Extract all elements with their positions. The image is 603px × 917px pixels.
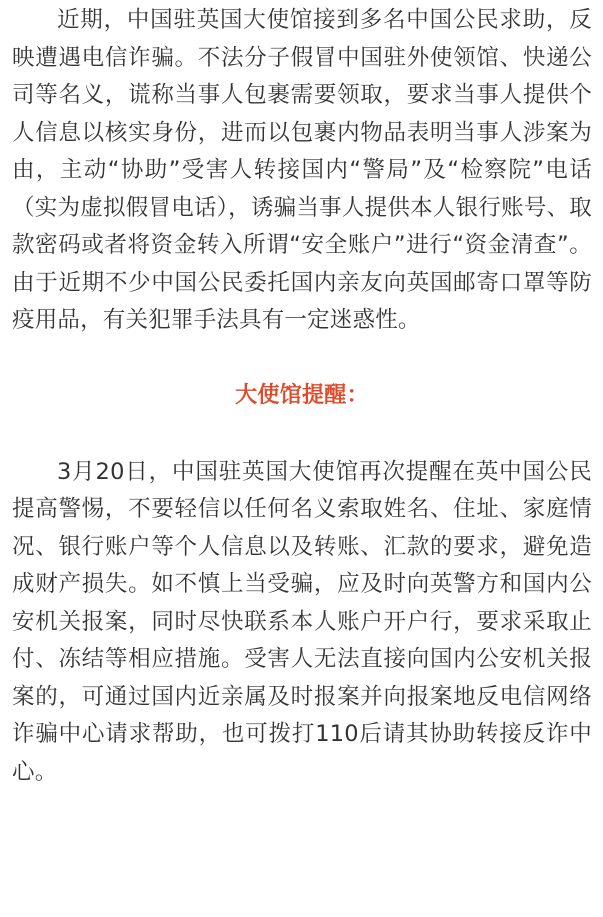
reminder-heading: 大使馆提醒： <box>235 382 369 408</box>
reminder-paragraph: 3月20日，中国驻英国大使馆再次提醒在英中国公民提高警惕，不要轻信以任何名义索取姓名、住址、家庭情况、银行账户等个人信息以及转账、汇款的要求，避免造成财产损失。如不慎上当受骗，应及时向英警方和国内公安机关报案，同时尽快联系本人账户开户行，要求采取止付、冻结等相应措施。受害人无法直接向国内公安机关报案的，可通过国内近亲属及时报案并向报案地反电信网络诈骗中心请求帮助，也可拨打110后请其协助转接反诈中心。 <box>12 458 592 785</box>
article-body <box>12 0 592 791</box>
reminder-heading-wrapper <box>12 378 592 414</box>
intro-paragraph: 近期，中国驻英国大使馆接到多名中国公民求助，反映遭遇电信诈骗。不法分子假冒中国驻外使领馆、快递公司等名义，谎称当事人包裹需要领取，要求当事人提供个人信息以核实身份，进而以包裹内物品表明当事人涉案为由，主动“协助”受害人转接国内“警局”及“检察院”电话（实为虚拟假冒电话），诱骗当事人提供本人银行账号、取款密码或者将资金转入所谓“安全账户”进行“资金清查”。由于近期不少中国公民委托国内亲友向英国邮寄口罩等防疫用品，有关犯罪手法具有一定迷惑性。 <box>12 7 592 333</box>
